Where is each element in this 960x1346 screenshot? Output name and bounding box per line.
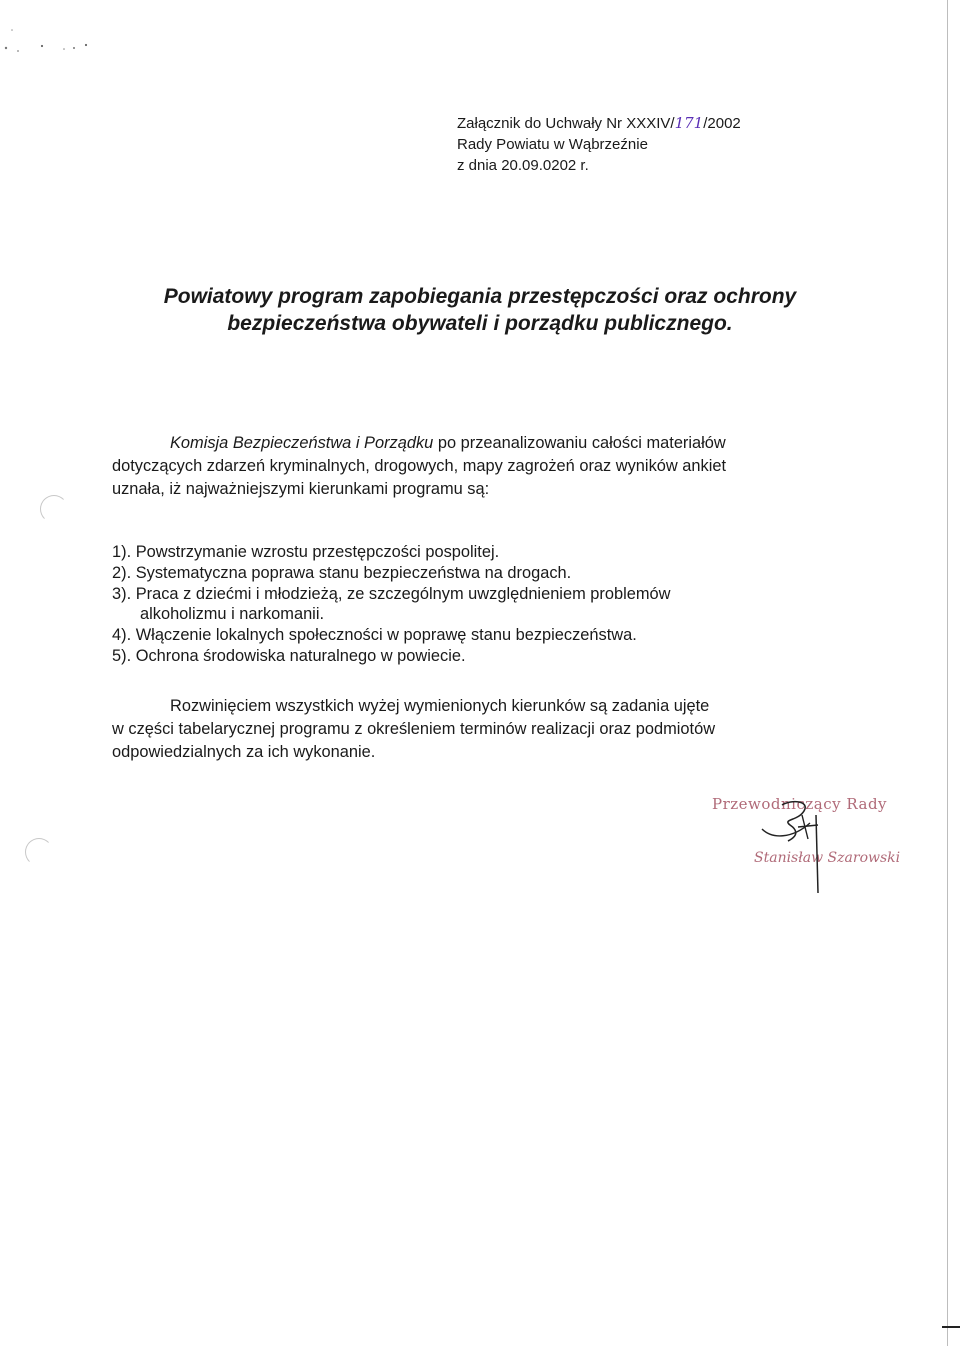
list-item-text: Praca z dziećmi i młodzieżą, ze szczególnym uwzględnieniem problemów — [135, 584, 671, 603]
closing-text: w części tabelarycznej programu z określeniem terminów realizacji oraz podmiotów — [112, 720, 716, 738]
council-name: Rady Powiatu w Wąbrzeźnie — [457, 136, 648, 153]
stamp-name: Stanisław Szarowski — [754, 850, 901, 866]
attachment-header — [457, 113, 741, 176]
intro-text: po przeanalizowaniu całości materiałów — [433, 434, 726, 452]
resolution-year: /2002 — [703, 115, 741, 132]
list-item-number: 5). — [112, 646, 132, 665]
resolution-reference — [457, 113, 741, 134]
resolution-prefix: Załącznik do Uchwały Nr XXXIV/ — [457, 115, 675, 132]
punch-hole-mark — [40, 495, 68, 523]
handwritten-signature — [752, 795, 842, 895]
closing-text: odpowiedzialnych za ich wykonanie. — [112, 743, 376, 761]
list-item-continuation: alkoholizmu i narkomanii. — [140, 605, 325, 624]
punch-hole-mark — [25, 838, 53, 866]
list-item-text: Ochrona środowiska naturalnego w powiecie. — [135, 646, 466, 665]
list-item — [112, 584, 832, 626]
list-item — [112, 625, 832, 646]
scan-specks — [2, 18, 122, 68]
resolution-date: z dnia 20.09.0202 r. — [457, 157, 589, 174]
title-line: Powiatowy program zapobiegania przestępczości oraz ochrony — [163, 285, 797, 308]
list-item-number: 2). — [112, 563, 132, 582]
title-line: bezpieczeństwa obywateli i porządku publicznego. — [227, 312, 733, 335]
intro-text: uznała, iż najważniejszymi kierunkami programu są: — [112, 480, 490, 498]
list-item-text: Systematyczna poprawa stanu bezpieczeństwa na drogach. — [135, 563, 572, 582]
closing-text: Rozwinięciem wszystkich wyżej wymienionych kierunków są zadania ujęte — [170, 697, 710, 715]
stamp-role: Przewodniczący Rady — [712, 795, 888, 813]
chairman-stamp — [712, 795, 901, 895]
list-item-number: 1). — [112, 543, 132, 561]
commission-name: Komisja Bezpieczeństwa i Porządku — [170, 434, 434, 452]
list-item-text: Włączenie lokalnych społeczności w poprawę stanu bezpieczeństwa. — [135, 626, 637, 645]
list-item — [112, 542, 832, 563]
list-item — [112, 563, 832, 584]
closing-paragraph — [112, 695, 852, 764]
handwritten-resolution-number: 171 — [674, 114, 704, 132]
list-item-text: Powstrzymanie wzrostu przestępczości pospolitej. — [135, 543, 500, 561]
scan-edge-line — [947, 0, 948, 1346]
scan-edge-mark — [942, 1326, 960, 1328]
priorities-list — [112, 542, 832, 667]
intro-paragraph — [112, 432, 852, 501]
list-item — [112, 646, 832, 667]
document-title — [100, 283, 860, 337]
list-item-number: 3). — [112, 584, 132, 603]
list-item-number: 4). — [112, 626, 132, 645]
intro-text: dotyczących zdarzeń kryminalnych, drogowych, mapy zagrożeń oraz wyników ankiet — [112, 457, 727, 475]
